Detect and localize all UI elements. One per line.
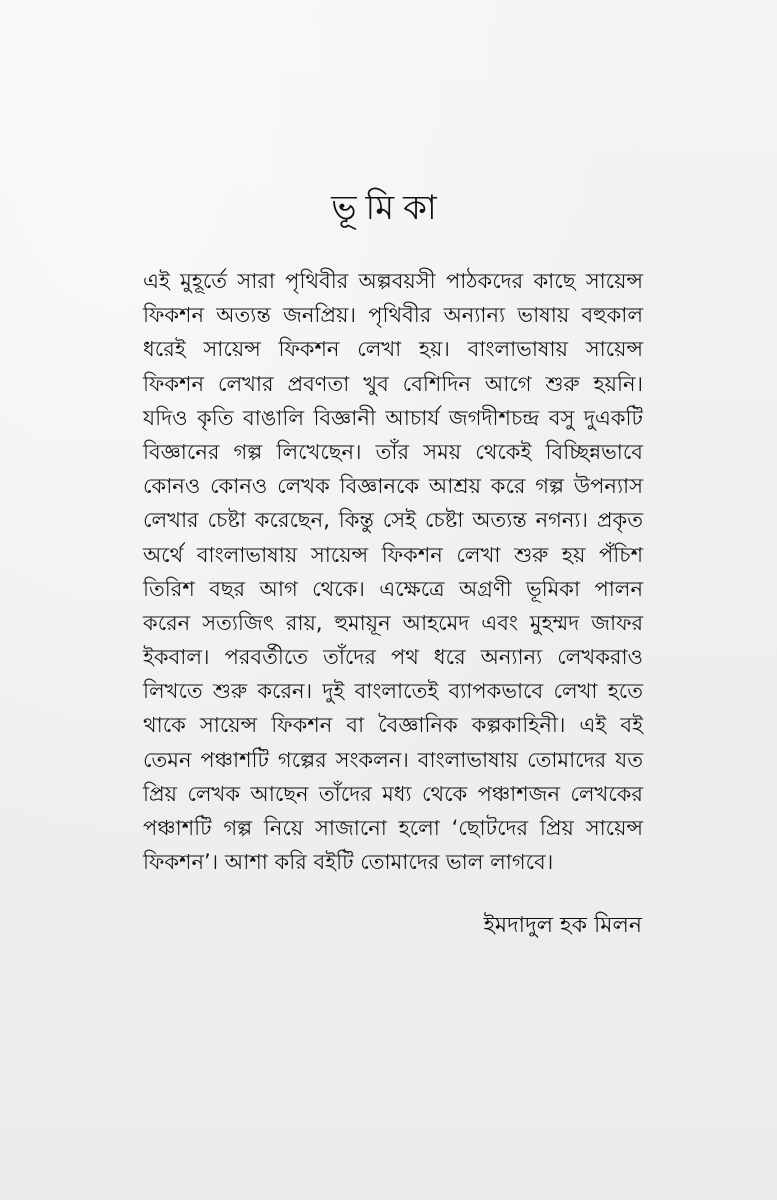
text-line: এই মুহূর্তে সারা পৃথিবীর অল্পবয়সী পাঠকদের কাছে সায়েন্স xyxy=(143,269,643,293)
text-line: করেন সত্যজিৎ রায়, হুমায়ূন আহমেদ এবং মুহম্মদ জাফর xyxy=(143,610,643,635)
text-line: ইকবাল। পরবর্তীতে তাঁদের পথ ধরে অন্যান্য লেখকরাও xyxy=(143,645,643,670)
text-line: ফিকশন লেখার প্রবণতা খুব বেশিদিন আগে শুরু হয়নি। xyxy=(143,371,643,396)
text-line: তিরিশ বছর আগ থেকে। এক্ষেত্রে অগ্রণী ভূমিকা পালন xyxy=(143,576,643,601)
text-line: অর্থে বাংলাভাষায় সায়েন্স ফিকশন লেখা শুরু হয় পঁচিশ xyxy=(143,542,643,567)
body-paragraph xyxy=(143,264,643,879)
text-line: যদিও কৃতি বাঙালি বিজ্ঞানী আচার্য জগদীশচন্দ্র বসু দুএকটি xyxy=(143,405,643,430)
page-title: ভূমিকা xyxy=(331,188,446,228)
text-line: ধরেই সায়েন্স ফিকশন লেখা হয়। বাংলাভাষায় সায়েন্স xyxy=(143,337,643,362)
text-line: পঞ্চাশটি গল্প নিয়ে সাজানো হলো ‘ছোটদের প্রিয় সায়েন্স xyxy=(143,816,643,840)
text-line: লিখতে শুরু করেন। দুই বাংলাতেই ব্যাপকভাবে লেখা হতে xyxy=(143,679,643,704)
text-line: থাকে সায়েন্স ফিকশন বা বৈজ্ঞানিক কল্পকাহিনী। এই বই xyxy=(143,713,643,738)
text-line: ফিকশন’। আশা করি বইটি তোমাদের ভাল লাগবে। xyxy=(143,850,554,875)
text-line: বিজ্ঞানের গল্প লিখেছেন। তাঁর সময় থেকেই বিচ্ছিন্নভাবে xyxy=(143,439,643,464)
text-line: তেমন পঞ্চাশটি গল্পের সংকলন। বাংলাভাষায় তোমাদের যত xyxy=(143,747,643,772)
text-line: লেখার চেষ্টা করেছেন, কিন্তু সেই চেষ্টা অত্যন্ত নগন্য। প্রকৃত xyxy=(143,508,643,533)
text-line: কোনও কোনও লেখক বিজ্ঞানকে আশ্রয় করে গল্প উপন্যাস xyxy=(143,474,643,499)
text-line: প্রিয় লেখক আছেন তাঁদের মধ্য থেকে পঞ্চাশজন লেখকের xyxy=(143,781,643,806)
author-signature: ইমদাদুল হক মিলন xyxy=(483,913,642,938)
text-line: ফিকশন অত্যন্ত জনপ্রিয়। পৃথিবীর অন্যান্য ভাষায় বহুকাল xyxy=(143,303,643,328)
